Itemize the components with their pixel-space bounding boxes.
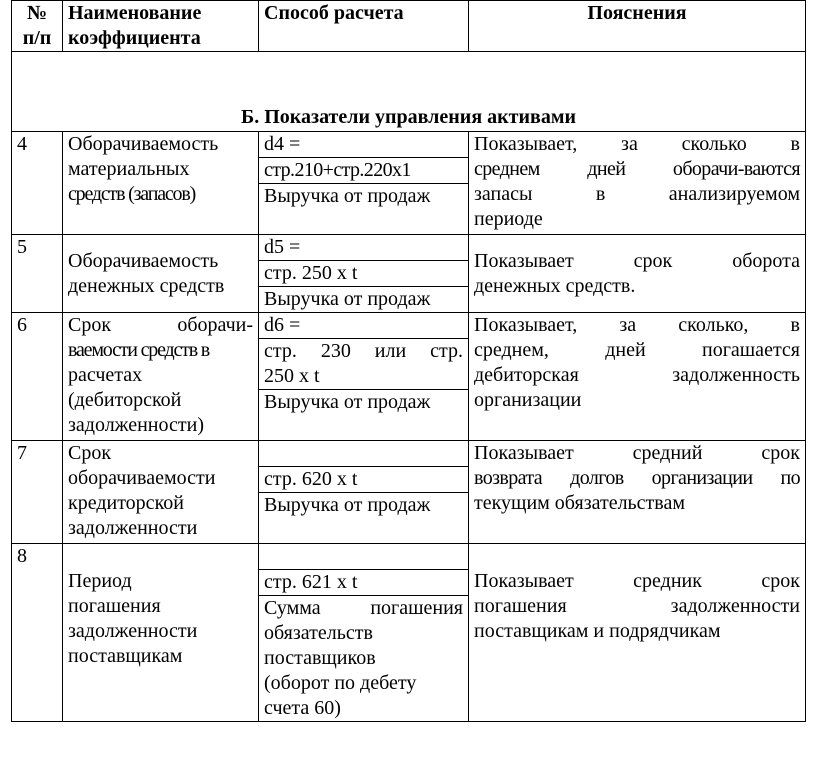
formula-numerator: стр. 250 х t — [259, 261, 469, 287]
table-row — [12, 235, 806, 261]
formula-denominator: Выручка от продаж — [259, 493, 469, 544]
row-number: 7 — [12, 441, 63, 544]
table-row — [12, 313, 806, 339]
header-notes: Пояснения — [469, 1, 806, 52]
row-number: 6 — [12, 313, 63, 441]
row-number: 5 — [12, 235, 63, 313]
coefficient-note: Показывает срок оборота денежных средств. — [469, 235, 806, 313]
formula-label: d4 = — [259, 132, 469, 158]
coefficient-note: Показывает, за сколько, в среднем, дней погашается дебиторская задолженность организации — [469, 313, 806, 441]
formula-numerator: стр.210+стр.220х1 — [259, 158, 469, 184]
table-row — [12, 544, 806, 570]
formula-denominator: Выручка от продаж — [259, 287, 469, 313]
coefficient-name: Оборачиваемость материальных средств (запасов) — [63, 132, 259, 235]
header-num: № п/п — [12, 1, 63, 52]
coefficient-name: Срок оборачи- ваемости средств в расчетах (дебиторской задолженности) — [63, 313, 259, 441]
section-title: Б. Показатели управления активами — [12, 52, 806, 132]
coefficients-table — [11, 0, 806, 722]
formula-label: d6 = — [259, 313, 469, 339]
header-name: Наименование коэффициента — [63, 1, 259, 52]
formula-denominator: Сумма погашения обязательств поставщиков (оборот по дебету счета 60) — [259, 596, 469, 722]
row-number: 8 — [12, 544, 63, 722]
formula-denominator: Выручка от продаж — [259, 184, 469, 235]
header-method: Способ расчета — [259, 1, 469, 52]
section-row — [12, 52, 806, 132]
coefficient-name: Срок оборачиваемости кредиторской задолженности — [63, 441, 259, 544]
formula-numerator: стр. 621 х t — [259, 570, 469, 596]
formula-denominator: Выручка от продаж — [259, 390, 469, 441]
coefficient-note: Показывает средник срок погашения задолженности поставщикам и подрядчикам — [469, 544, 806, 722]
formula-numerator: стр. 230 или стр. 250 х t — [259, 339, 469, 390]
coefficient-note: Показывает, за сколько в среднем дней оборачи-ваются запасы в анализируемом периоде — [469, 132, 806, 235]
formula-label — [259, 441, 469, 467]
formula-label — [259, 544, 469, 570]
header-row — [12, 1, 806, 52]
row-number: 4 — [12, 132, 63, 235]
coefficient-name: Период погашения задолженности поставщикам — [63, 544, 259, 722]
table-row — [12, 441, 806, 467]
coefficient-name: Оборачиваемость денежных средств — [63, 235, 259, 313]
coefficient-note: Показывает средний срок возврата долгов организации по текущим обязательствам — [469, 441, 806, 544]
formula-numerator: стр. 620 х t — [259, 467, 469, 493]
formula-label: d5 = — [259, 235, 469, 261]
table-row — [12, 132, 806, 158]
